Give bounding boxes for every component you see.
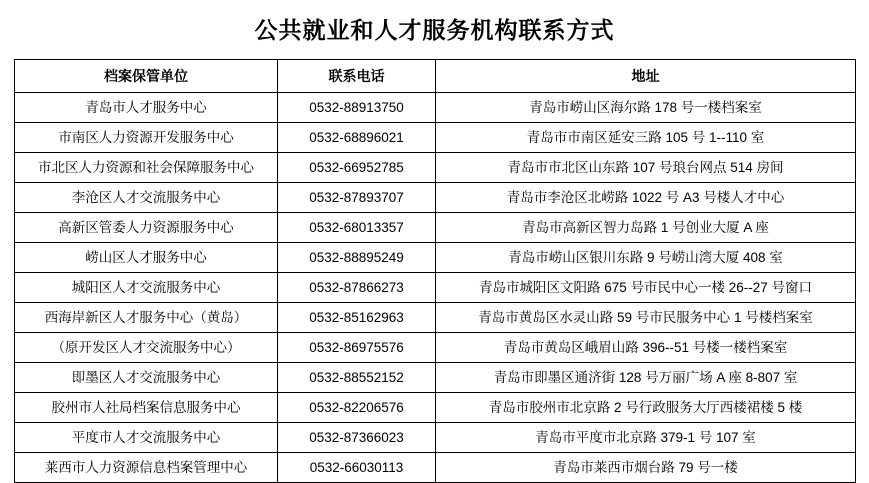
cell-address: 青岛市崂山区银川东路 9 号崂山湾大厦 408 室: [436, 243, 856, 273]
cell-unit: 胶州市人社局档案信息服务中心: [15, 393, 278, 423]
cell-phone: 0532-88552152: [278, 363, 436, 393]
cell-phone: 0532-86975576: [278, 333, 436, 363]
cell-unit: 城阳区人才交流服务中心: [15, 273, 278, 303]
table-container: [0, 59, 869, 483]
cell-address: 青岛市黄岛区水灵山路 59 号市民服务中心 1 号楼档案室: [436, 303, 856, 333]
column-header-address: 地址: [436, 60, 856, 93]
cell-unit: 平度市人才交流服务中心: [15, 423, 278, 453]
table-row: [15, 333, 856, 363]
column-header-phone: 联系电话: [278, 60, 436, 93]
cell-unit: 市北区人力资源和社会保障服务中心: [15, 153, 278, 183]
cell-unit: （原开发区人才交流服务中心）: [15, 333, 278, 363]
cell-phone: 0532-87893707: [278, 183, 436, 213]
table-row: [15, 123, 856, 153]
table-header: [15, 60, 856, 93]
table-row: [15, 363, 856, 393]
column-header-unit: 档案保管单位: [15, 60, 278, 93]
cell-phone: 0532-66952785: [278, 153, 436, 183]
cell-address: 青岛市黄岛区峨眉山路 396--51 号楼一楼档案室: [436, 333, 856, 363]
cell-address: 青岛市高新区智力岛路 1 号创业大厦 A 座: [436, 213, 856, 243]
cell-address: 青岛市平度市北京路 379-1 号 107 室: [436, 423, 856, 453]
page-title: 公共就业和人才服务机构联系方式: [254, 17, 615, 43]
table-row: [15, 393, 856, 423]
cell-phone: 0532-87366023: [278, 423, 436, 453]
cell-unit: 即墨区人才交流服务中心: [15, 363, 278, 393]
cell-unit: 高新区管委人力资源服务中心: [15, 213, 278, 243]
cell-address: 青岛市莱西市烟台路 79 号一楼: [436, 453, 856, 483]
cell-unit: 莱西市人力资源信息档案管理中心: [15, 453, 278, 483]
cell-phone: 0532-87866273: [278, 273, 436, 303]
cell-address: 青岛市李沧区北崂路 1022 号 A3 号楼人才中心: [436, 183, 856, 213]
cell-address: 青岛市即墨区通济街 128 号万丽广场 A 座 8-807 室: [436, 363, 856, 393]
cell-address: 青岛市崂山区海尔路 178 号一楼档案室: [436, 93, 856, 123]
cell-address: 青岛市胶州市北京路 2 号行政服务大厅西楼裙楼 5 楼: [436, 393, 856, 423]
table-body: [15, 93, 856, 483]
contact-table: [14, 59, 856, 483]
table-row: [15, 303, 856, 333]
cell-phone: 0532-88913750: [278, 93, 436, 123]
table-header-row: [15, 60, 856, 93]
cell-phone: 0532-82206576: [278, 393, 436, 423]
cell-phone: 0532-66030113: [278, 453, 436, 483]
table-row: [15, 213, 856, 243]
cell-unit: 青岛市人才服务中心: [15, 93, 278, 123]
table-row: [15, 273, 856, 303]
table-row: [15, 243, 856, 273]
cell-phone: 0532-85162963: [278, 303, 436, 333]
table-row: [15, 423, 856, 453]
cell-address: 青岛市市北区山东路 107 号琅台网点 514 房间: [436, 153, 856, 183]
cell-phone: 0532-88895249: [278, 243, 436, 273]
cell-unit: 李沧区人才交流服务中心: [15, 183, 278, 213]
cell-unit: 西海岸新区人才服务中心（黄岛）: [15, 303, 278, 333]
table-row: [15, 93, 856, 123]
table-row: [15, 153, 856, 183]
cell-phone: 0532-68013357: [278, 213, 436, 243]
cell-unit: 市南区人力资源开发服务中心: [15, 123, 278, 153]
cell-phone: 0532-68896021: [278, 123, 436, 153]
cell-unit: 崂山区人才服务中心: [15, 243, 278, 273]
table-row: [15, 453, 856, 483]
cell-address: 青岛市市南区延安三路 105 号 1--110 室: [436, 123, 856, 153]
table-row: [15, 183, 856, 213]
cell-address: 青岛市城阳区文阳路 675 号市民中心一楼 26--27 号窗口: [436, 273, 856, 303]
